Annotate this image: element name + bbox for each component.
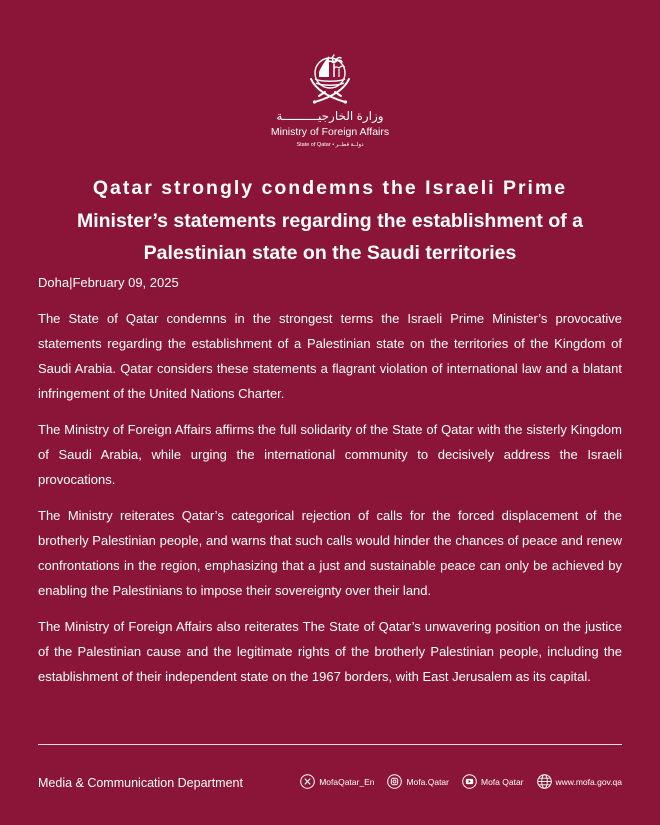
statement-body	[38, 306, 622, 700]
dateline: Doha|February 09, 2025	[38, 275, 179, 290]
headline-line-3: Palestinian state on the Saudi territories	[143, 242, 517, 264]
headline-line-2: Minister’s statements regarding the establishment of a	[76, 209, 584, 232]
state-of-qatar-line: State of Qatar • دولــة قطــر	[296, 142, 364, 148]
ministry-name-arabic: وزارة الخارجيــــــــــة	[276, 109, 384, 123]
qatar-emblem-icon	[303, 50, 357, 106]
x-icon	[300, 774, 315, 789]
social-handle-youtube: Mofa Qatar	[481, 776, 524, 787]
youtube-icon	[462, 774, 477, 789]
social-link-website[interactable]	[537, 774, 622, 789]
social-link-x[interactable]	[300, 774, 374, 789]
headline	[30, 172, 630, 270]
social-handle-instagram: Mofa.Qatar	[406, 776, 449, 787]
headline-line-1: Qatar strongly condemns the Israeli Prime	[92, 177, 568, 199]
social-handle-x: MofaQatar_En	[319, 776, 375, 787]
paragraph: The State of Qatar condemns in the strongest terms the Israeli Prime Minister’s provocative statements regarding the establishment of a Palestinian state on the territories of the Kingdom of Saudi Arabia. Qatar considers these statements a flagrant violation of international law and a blatant infringement of the United Nations Charter.	[38, 311, 622, 401]
department-name: Media & Communication Department	[38, 776, 243, 790]
social-links	[300, 774, 622, 789]
paragraph: The Ministry reiterates Qatar’s categorical rejection of calls for the forced displacement of the brotherly Palestinian people, and warns that such calls would hinder the chances of peace and renew confrontations in the region, emphasizing that a just and sustainable peace can only be achieved by enabling the Palestinians to impose their sovereignty over their land.	[38, 508, 622, 598]
globe-icon	[537, 774, 552, 789]
footer-divider	[38, 744, 622, 745]
ministry-name-english: Ministry of Foreign Affairs	[270, 126, 390, 138]
paragraph: The Ministry of Foreign Affairs affirms the full solidarity of the State of Qatar with the sisterly Kingdom of Saudi Arabia, while urging the international community to decisively address the Israeli provocations.	[38, 422, 622, 487]
instagram-icon	[387, 774, 402, 789]
social-link-youtube[interactable]	[462, 774, 524, 789]
ministry-logo	[0, 50, 660, 149]
website-url: www.mofa.gov.qa	[555, 776, 622, 787]
paragraph: The Ministry of Foreign Affairs also reiterates The State of Qatar’s unwavering position on the justice of the Palestinian cause and the legitimate rights of the brotherly Palestinian people, including the establishment of their independent state on the 1967 borders, with East Jerusalem as its capital.	[38, 619, 622, 684]
social-link-instagram[interactable]	[387, 774, 449, 789]
